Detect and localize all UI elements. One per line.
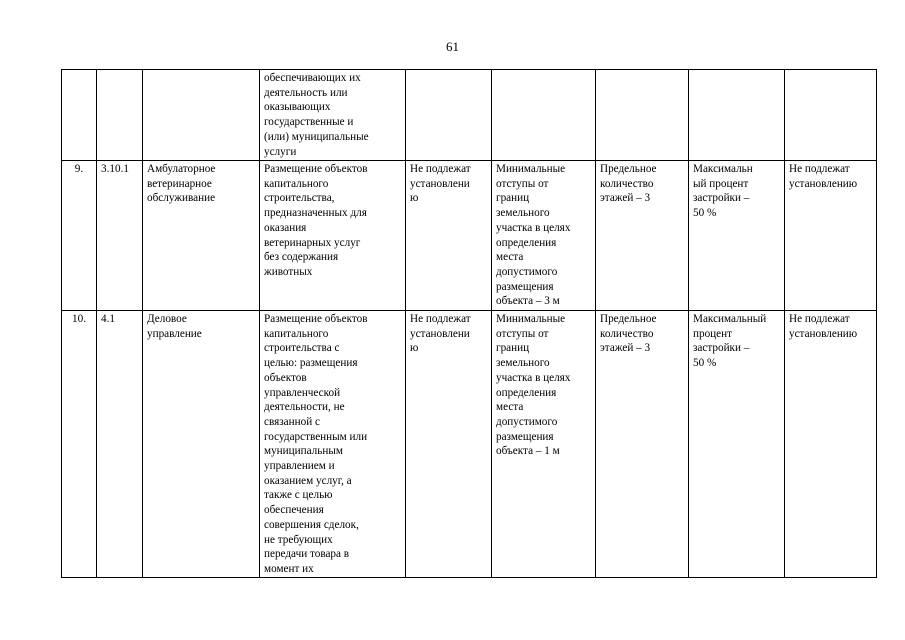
table-row <box>62 70 877 161</box>
row-number-cell: 10. <box>62 311 97 578</box>
floors-cell <box>596 70 689 161</box>
other-params-cell <box>785 70 877 161</box>
use-code-cell: 3.10.1 <box>97 161 143 311</box>
min-area-cell: Не подлежат установлени ю <box>406 161 492 311</box>
coverage-cell: Максимальн ый процент застройки – 50 % <box>689 161 785 311</box>
floors-cell: Предельное количество этажей – 3 <box>596 311 689 578</box>
use-name-cell: Амбулаторное ветеринарное обслуживание <box>143 161 260 311</box>
use-code-cell <box>97 70 143 161</box>
table-row <box>62 311 877 578</box>
use-name-cell <box>143 70 260 161</box>
use-description-cell: Размещение объектов капитального строительства, предназначенных для оказания ветеринарных услуг без содержания животных <box>260 161 406 311</box>
min-area-cell <box>406 70 492 161</box>
page-number: 61 <box>446 39 459 54</box>
setbacks-cell: Минимальные отступы от границ земельного участка в целях определения места допустимого размещения объекта – 1 м <box>492 311 596 578</box>
use-description-cell: Размещение объектов капитального строительства с целью: размещения объектов управленческой деятельности, не связанной с государственным или муниципальным управлением и оказанием услуг, а также с целью обеспечения совершения сделок, не требующих передачи товара в момент их <box>260 311 406 578</box>
row-number-cell <box>62 70 97 161</box>
setbacks-cell: Минимальные отступы от границ земельного участка в целях определения места допустимого размещения объекта – 3 м <box>492 161 596 311</box>
use-code-cell: 4.1 <box>97 311 143 578</box>
table-row <box>62 161 877 311</box>
row-number-cell: 9. <box>62 161 97 311</box>
other-params-cell: Не подлежат установлению <box>785 161 877 311</box>
use-description-cell: обеспечивающих их деятельность или оказывающих государственные и (или) муниципальные услуги <box>260 70 406 161</box>
setbacks-cell <box>492 70 596 161</box>
other-params-cell: Не подлежат установлению <box>785 311 877 578</box>
use-name-cell: Деловое управление <box>143 311 260 578</box>
min-area-cell: Не подлежат установлени ю <box>406 311 492 578</box>
coverage-cell: Максимальный процент застройки – 50 % <box>689 311 785 578</box>
floors-cell: Предельное количество этажей – 3 <box>596 161 689 311</box>
land-use-regulations-table <box>61 69 877 578</box>
coverage-cell <box>689 70 785 161</box>
